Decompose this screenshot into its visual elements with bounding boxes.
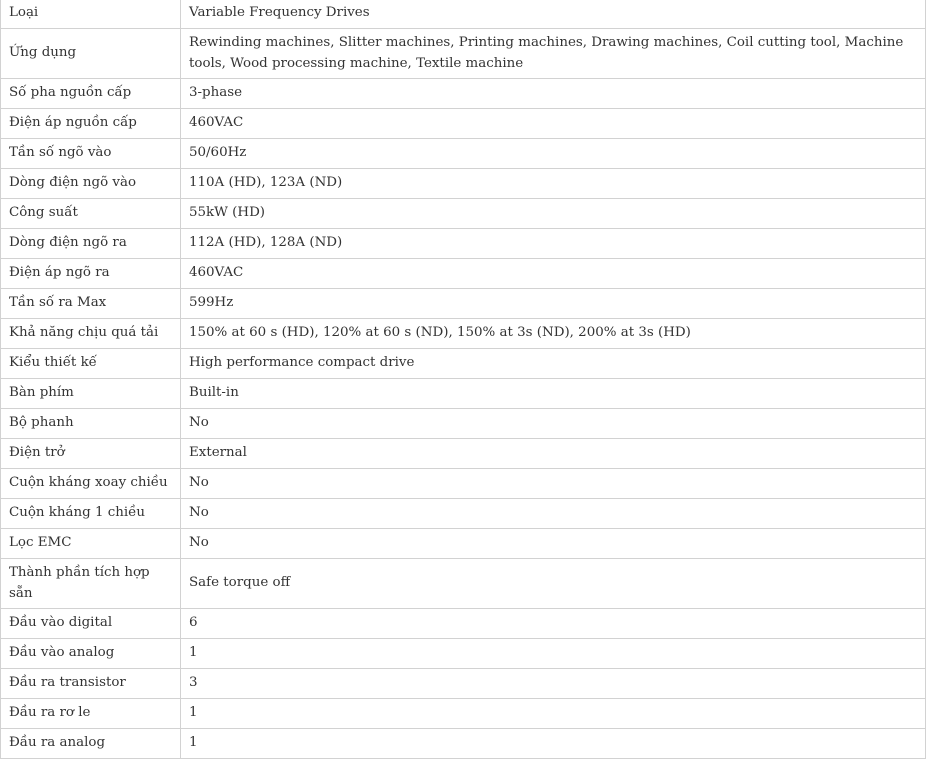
table-row — [1, 289, 926, 319]
spec-value: 55kW (HD) — [181, 199, 926, 229]
spec-value: 3-phase — [181, 79, 926, 109]
spec-value: High performance compact drive — [181, 349, 926, 379]
table-row — [1, 229, 926, 259]
table-row — [1, 199, 926, 229]
table-row — [1, 559, 926, 609]
table-row — [1, 79, 926, 109]
spec-label: Bàn phím — [1, 379, 181, 409]
spec-label: Đầu vào analog — [1, 639, 181, 669]
spec-label: Thành phần tích hợp sẵn — [1, 559, 181, 609]
spec-value: Built-in — [181, 379, 926, 409]
spec-value: 112A (HD), 128A (ND) — [181, 229, 926, 259]
table-row — [1, 469, 926, 499]
spec-value: 460VAC — [181, 259, 926, 289]
table-row — [1, 439, 926, 469]
spec-value: No — [181, 529, 926, 559]
spec-value: 1 — [181, 639, 926, 669]
spec-label: Ứng dụng — [1, 29, 181, 79]
spec-value: Safe torque off — [181, 559, 926, 609]
spec-value: Rewinding machines, Slitter machines, Printing machines, Drawing machines, Coil cutting tool, Machine tools, Wood processing machine, Textile machine — [181, 29, 926, 79]
spec-value: 50/60Hz — [181, 139, 926, 169]
spec-label: Kiểu thiết kế — [1, 349, 181, 379]
table-row — [1, 729, 926, 759]
spec-label: Đầu ra transistor — [1, 669, 181, 699]
table-row — [1, 699, 926, 729]
spec-value: 6 — [181, 609, 926, 639]
table-row — [1, 669, 926, 699]
spec-label: Điện áp nguồn cấp — [1, 109, 181, 139]
table-row — [1, 259, 926, 289]
spec-label: Cuộn kháng 1 chiều — [1, 499, 181, 529]
spec-label: Điện trở — [1, 439, 181, 469]
spec-label: Công suất — [1, 199, 181, 229]
spec-label: Lọc EMC — [1, 529, 181, 559]
spec-value: No — [181, 409, 926, 439]
spec-value: 599Hz — [181, 289, 926, 319]
table-row — [1, 609, 926, 639]
spec-value: 110A (HD), 123A (ND) — [181, 169, 926, 199]
table-row — [1, 169, 926, 199]
table-row — [1, 29, 926, 79]
spec-label: Cuộn kháng xoay chiều — [1, 469, 181, 499]
spec-label: Loại — [1, 0, 181, 29]
spec-value: Variable Frequency Drives — [181, 0, 926, 29]
spec-label: Đầu ra analog — [1, 729, 181, 759]
spec-value: No — [181, 499, 926, 529]
spec-label: Số pha nguồn cấp — [1, 79, 181, 109]
spec-value: 150% at 60 s (HD), 120% at 60 s (ND), 150% at 3s (ND), 200% at 3s (HD) — [181, 319, 926, 349]
spec-label: Dòng điện ngõ vào — [1, 169, 181, 199]
spec-value: External — [181, 439, 926, 469]
spec-value: 3 — [181, 669, 926, 699]
spec-table-body — [1, 0, 926, 759]
table-row — [1, 0, 926, 29]
spec-label: Điện áp ngõ ra — [1, 259, 181, 289]
spec-value: 460VAC — [181, 109, 926, 139]
spec-label: Đầu vào digital — [1, 609, 181, 639]
spec-value: 1 — [181, 729, 926, 759]
table-row — [1, 409, 926, 439]
table-row — [1, 349, 926, 379]
spec-label: Tần số ngõ vào — [1, 139, 181, 169]
spec-label: Tần số ra Max — [1, 289, 181, 319]
table-row — [1, 529, 926, 559]
table-row — [1, 639, 926, 669]
spec-value: 1 — [181, 699, 926, 729]
table-row — [1, 499, 926, 529]
spec-value: No — [181, 469, 926, 499]
spec-label: Khả năng chịu quá tải — [1, 319, 181, 349]
table-row — [1, 139, 926, 169]
table-row — [1, 379, 926, 409]
spec-label: Dòng điện ngõ ra — [1, 229, 181, 259]
table-row — [1, 109, 926, 139]
spec-label: Bộ phanh — [1, 409, 181, 439]
table-row — [1, 319, 926, 349]
spec-label: Đầu ra rơ le — [1, 699, 181, 729]
